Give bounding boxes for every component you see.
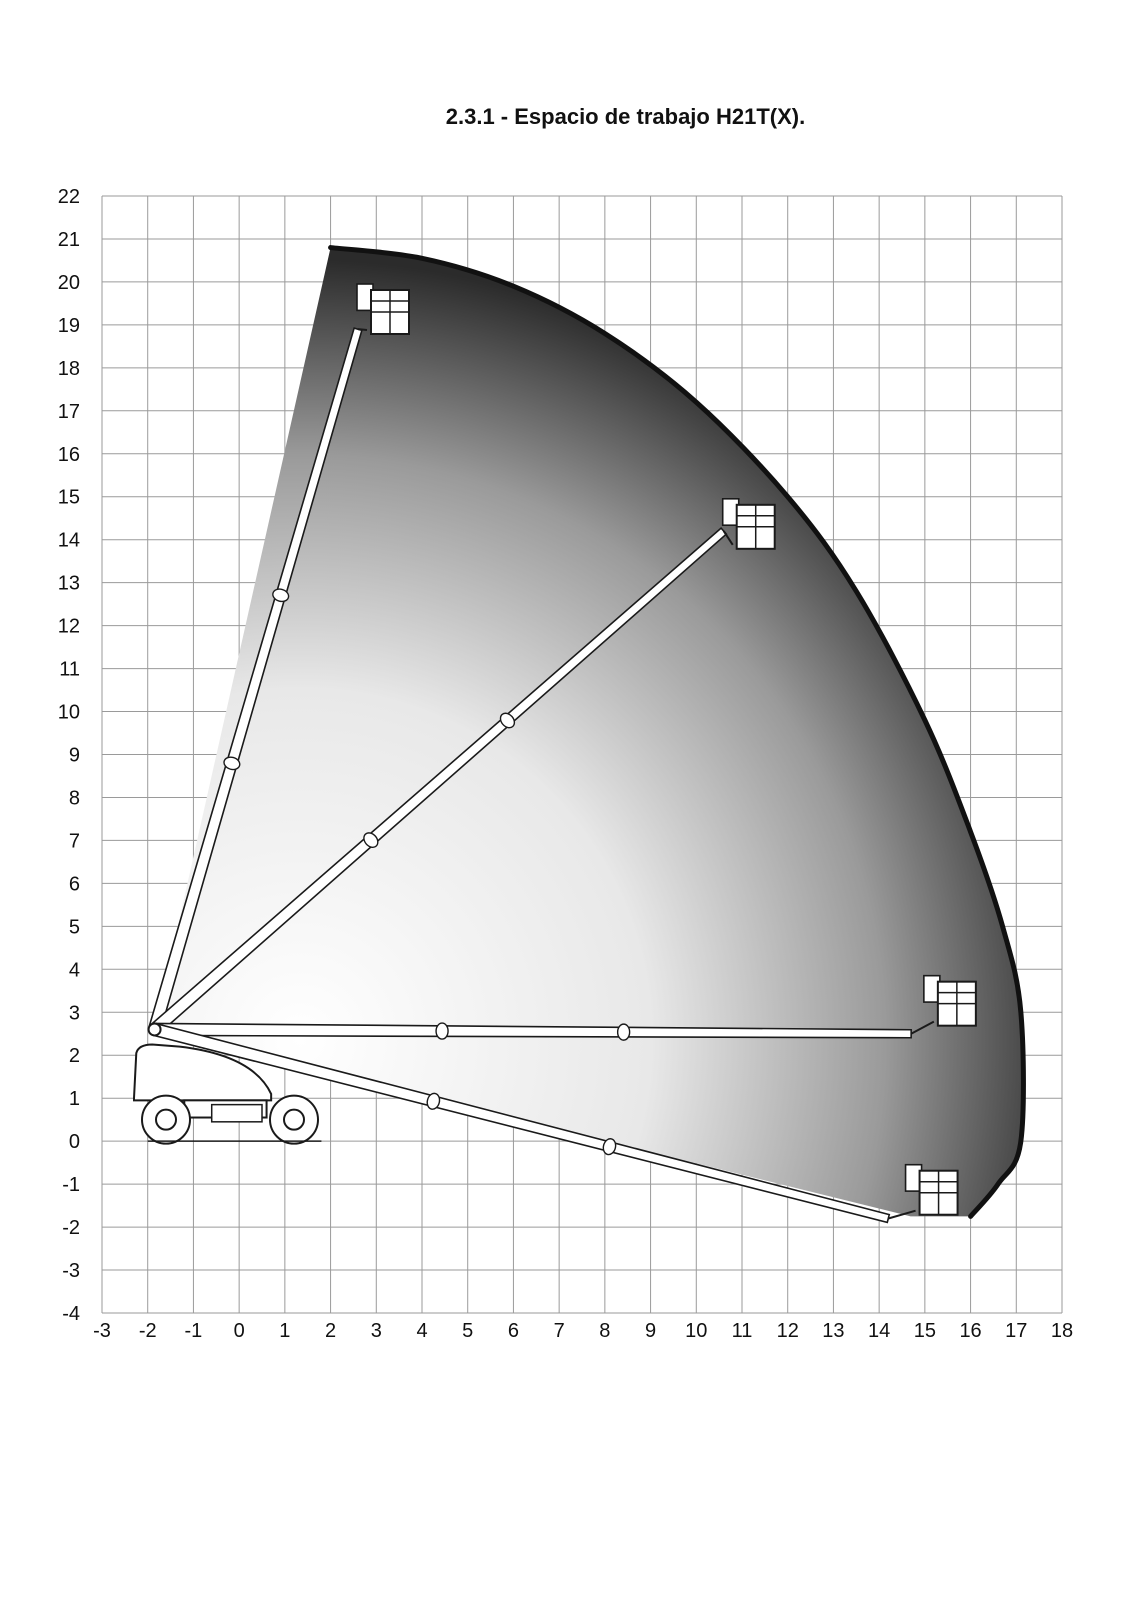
x-tick-label: 14 — [868, 1320, 891, 1342]
x-tick-label: -2 — [138, 1320, 157, 1342]
x-tick-label: 9 — [645, 1320, 657, 1342]
x-tick-label: 5 — [462, 1320, 474, 1342]
y-tick-label: 6 — [68, 873, 80, 896]
y-tick-label: 4 — [68, 959, 80, 982]
y-tick-label: 21 — [57, 228, 80, 251]
y-tick-label: 3 — [68, 1002, 80, 1025]
y-tick-label: 0 — [68, 1131, 80, 1154]
y-tick-label: 13 — [57, 572, 80, 595]
x-tick-label: 3 — [370, 1320, 382, 1342]
x-tick-label: 6 — [507, 1320, 519, 1342]
x-tick-label: 12 — [776, 1320, 799, 1342]
x-tick-label: 18 — [1050, 1320, 1074, 1342]
y-tick-label: 18 — [57, 357, 80, 380]
y-tick-label: -3 — [62, 1260, 80, 1283]
page-title: 2.3.1 - Espacio de trabajo H21T(X). — [445, 104, 806, 129]
x-tick-label: 10 — [685, 1320, 708, 1342]
boom-joint — [436, 1023, 448, 1039]
y-tick-label: 10 — [57, 701, 80, 724]
x-tick-label: 1 — [279, 1320, 291, 1342]
wheel-hub — [284, 1110, 304, 1130]
y-tick-label: 11 — [59, 658, 80, 681]
y-tick-label: 12 — [57, 615, 80, 638]
x-tick-label: 0 — [233, 1320, 245, 1342]
x-tick-label: 17 — [1005, 1320, 1028, 1342]
y-tick-label: 5 — [68, 916, 80, 939]
y-tick-label: -4 — [62, 1303, 80, 1325]
y-tick-label: -1 — [62, 1174, 80, 1197]
x-tick-label: 2 — [325, 1320, 337, 1342]
machine-axle-box — [212, 1105, 262, 1122]
basket-arm — [358, 329, 367, 330]
y-tick-label: 16 — [57, 443, 80, 466]
y-tick-label: 22 — [57, 186, 80, 208]
x-tick-label: 11 — [731, 1320, 753, 1342]
y-tick-label: 14 — [57, 529, 80, 552]
x-tick-label: 7 — [553, 1320, 565, 1342]
y-tick-label: 19 — [57, 314, 80, 337]
x-tick-label: 16 — [959, 1320, 982, 1342]
x-tick-label: -3 — [93, 1320, 111, 1342]
wheel-hub — [156, 1110, 176, 1130]
y-tick-label: 20 — [57, 271, 80, 294]
y-tick-label: 7 — [68, 830, 80, 853]
y-tick-label: -2 — [62, 1217, 80, 1240]
boom-pivot — [149, 1023, 161, 1035]
x-tick-label: 8 — [599, 1320, 611, 1342]
boom-joint — [618, 1024, 630, 1040]
y-tick-label: 1 — [68, 1088, 80, 1111]
y-tick-label: 9 — [68, 744, 80, 767]
y-tick-label: 17 — [57, 400, 80, 423]
y-tick-label: 8 — [68, 787, 80, 810]
x-tick-label: 4 — [416, 1320, 428, 1342]
x-tick-label: 13 — [822, 1320, 845, 1342]
x-tick-label: -1 — [184, 1320, 203, 1342]
x-tick-label: 15 — [913, 1320, 936, 1342]
y-tick-label: 2 — [68, 1045, 80, 1068]
y-tick-label: 15 — [57, 486, 80, 509]
